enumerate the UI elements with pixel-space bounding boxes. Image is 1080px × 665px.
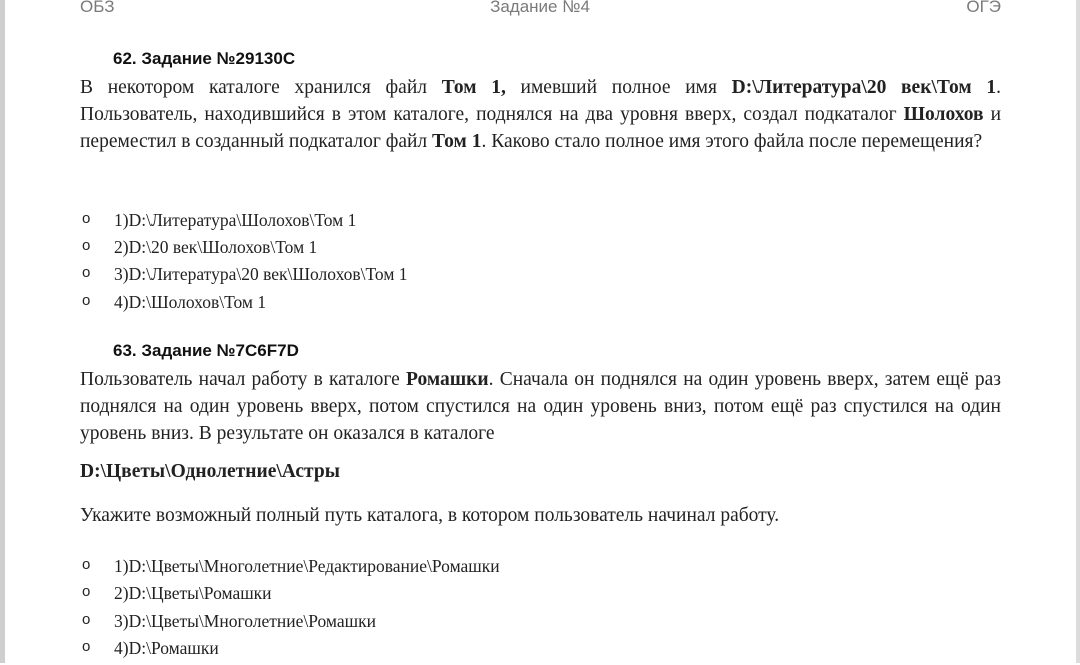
task-62-heading: 62. Задание №29130C <box>113 49 296 68</box>
full-path-bold: D:\Литература\20 век\Том 1 <box>731 77 997 98</box>
subdir-name-bold: Шолохов <box>903 104 984 125</box>
option-text: 4)D:\Шолохов\Том 1 <box>114 292 267 312</box>
bullet-icon: o <box>82 210 91 227</box>
bullet-icon: o <box>82 237 91 254</box>
result-path: D:\Цветы\Однолетние\Астры <box>80 461 340 482</box>
task-63-heading: 63. Задание №7C6F7D <box>113 341 299 360</box>
file-name-bold: Том 1, <box>441 77 506 98</box>
task-63-question: Укажите возможный полный путь каталога, в котором пользователь начинал работу. <box>80 505 780 526</box>
bullet-icon: o <box>82 611 91 628</box>
option-text: 3)D:\Цветы\Многолетние\Ромашки <box>114 611 376 631</box>
header-center: Задание №4 <box>490 0 590 16</box>
option-text: 3)D:\Литература\20 век\Шолохов\Том 1 <box>114 264 408 284</box>
bullet-icon: o <box>82 556 91 573</box>
bullet-icon: o <box>82 583 91 600</box>
option-text: 1)D:\Цветы\Многолетние\Редактирование\Ромашки <box>114 556 500 576</box>
bullet-icon: o <box>82 264 91 281</box>
bullet-icon: o <box>82 638 91 655</box>
task-62-text <box>80 74 1001 155</box>
dir-name-bold: Ромашки <box>406 369 489 390</box>
bullet-icon: o <box>82 292 91 309</box>
task-63-text <box>80 366 1001 447</box>
task-63-text-part: Пользователь начал работу в каталоге <box>80 369 407 390</box>
option-text: 1)D:\Литература\Шолохов\Том 1 <box>114 210 357 230</box>
task-63-text-part: . Сначала он поднялся на один уровень вверх, затем ещё раз поднялся на один уровень вверх, потом спустился на один уровень вниз, потом ещё раз спустился на один уровень вниз. В результате он оказался в каталоге <box>80 369 1002 444</box>
task-62-text-part: В некотором каталоге хранился файл <box>80 77 442 98</box>
task-62-text-part: . Пользователь, находившийся в этом каталоге, поднялся на два уровня вверх, создал подкаталог <box>80 77 1001 125</box>
option-text: 4)D:\Ромашки <box>114 638 219 658</box>
file-name-bold: Том 1 <box>432 131 482 152</box>
page-edge-right <box>1076 0 1080 663</box>
header-left: ОБЗ <box>80 0 115 16</box>
page-edge-left <box>0 0 5 663</box>
option-text: 2)D:\Цветы\Ромашки <box>114 583 272 603</box>
task-62-text-part: . Каково стало полное имя этого файла после перемещения? <box>481 131 983 152</box>
option-text: 2)D:\20 век\Шолохов\Том 1 <box>114 237 318 257</box>
task-62-text-part: и переместил в созданный подкаталог файл <box>80 104 1002 152</box>
task-62-text-part: имевший полное имя <box>505 77 732 98</box>
header-right: ОГЭ <box>966 0 1001 16</box>
